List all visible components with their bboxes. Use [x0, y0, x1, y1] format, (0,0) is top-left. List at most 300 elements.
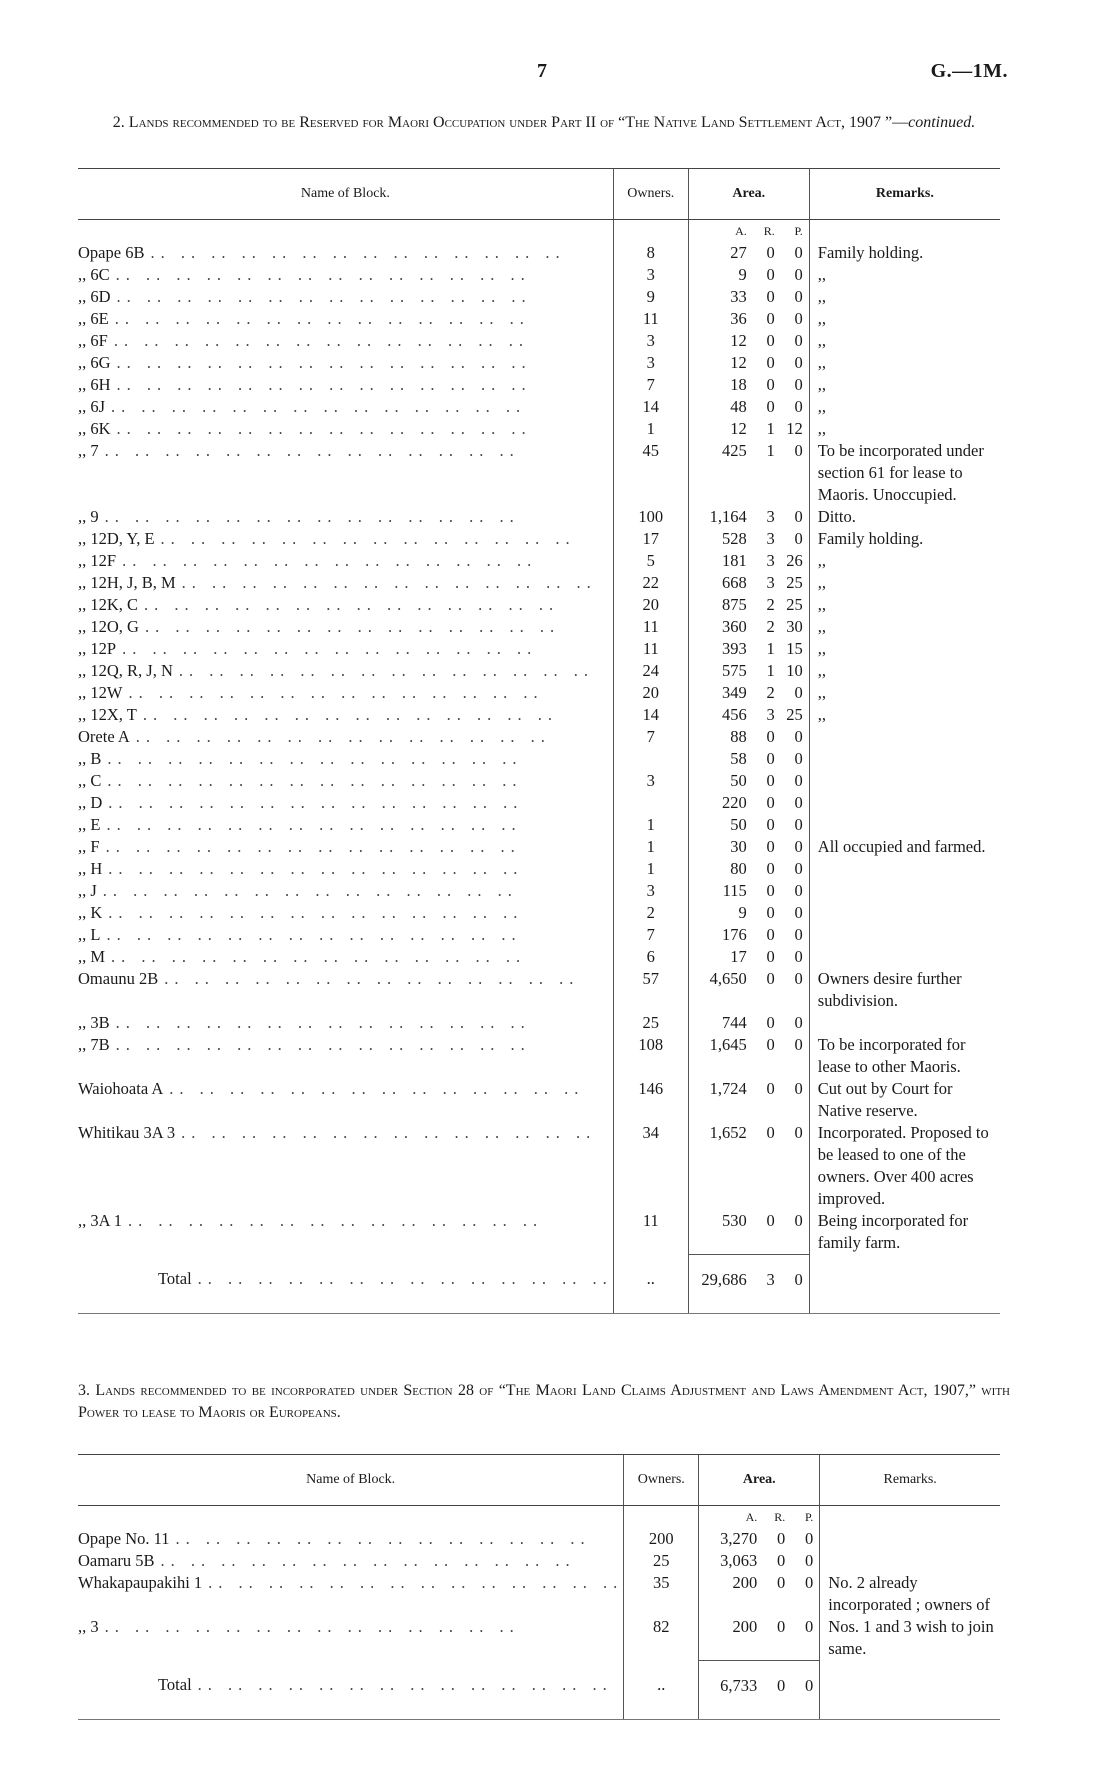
area-perches: 0 — [805, 1529, 814, 1548]
total-row — [78, 1254, 1000, 1291]
owners-count: 9 — [613, 286, 688, 308]
unit-perches: P. — [794, 224, 803, 238]
area-perches: 0 — [794, 683, 803, 702]
area-roods: 3 — [766, 573, 775, 592]
col-name-header: Name of Block. — [78, 169, 613, 220]
area-acres: 27 — [688, 242, 747, 264]
owners-count: 11 — [613, 308, 688, 330]
owners-count: 100 — [613, 506, 688, 528]
area-units-row — [78, 1506, 1000, 1529]
leader-dots — [109, 308, 613, 330]
remarks: Incorporated. Proposed to be leased to one of the owners. Over 400 acres improved. — [809, 1122, 1000, 1210]
area-roods: 3 — [766, 551, 775, 570]
section-2-title — [78, 112, 1010, 134]
area-perches: 0 — [794, 859, 803, 878]
remarks: Being incorporated for family farm. — [809, 1210, 1000, 1254]
area-acres: 50 — [688, 814, 747, 836]
block-name-cell — [78, 770, 613, 792]
block-name: ,, 6C — [78, 265, 110, 284]
area-perches: 0 — [794, 1211, 803, 1230]
col-area-header: Area. — [688, 169, 809, 220]
remarks: ,, — [809, 660, 1000, 682]
remarks: Owners desire further subdivision. — [809, 968, 1000, 1012]
leader-dots — [97, 880, 613, 902]
block-name-cell — [78, 968, 613, 1012]
remarks: Family holding. — [809, 528, 1000, 550]
remarks: ,, — [809, 396, 1000, 418]
leader-dots — [122, 682, 612, 704]
area-perches: 0 — [794, 331, 803, 350]
area-acres: 360 — [688, 616, 747, 638]
col-owners-header: Owners. — [624, 1455, 699, 1506]
block-name: ,, M — [78, 947, 106, 966]
area-perches: 0 — [794, 771, 803, 790]
page-header — [0, 56, 1114, 86]
area-roods: 0 — [766, 331, 775, 350]
block-name-cell — [78, 1572, 624, 1616]
leader-dots — [176, 572, 613, 594]
remarks: Ditto. — [809, 506, 1000, 528]
area-acres: 50 — [688, 770, 747, 792]
section-2-title-text: 2. Lands recommended to be Reserved for Maori Occupation under Part II of “The Native Land Settlement Act, 1907 ”— — [112, 114, 909, 131]
area-acres: 17 — [688, 946, 747, 968]
block-name-cell — [78, 418, 613, 440]
leader-dots — [110, 1012, 613, 1034]
area-roods: 0 — [777, 1616, 786, 1636]
owners-count: 1 — [613, 814, 688, 836]
block-name-cell — [78, 660, 613, 682]
block-name: Oamaru 5B — [78, 1551, 155, 1570]
area-roods: 0 — [766, 881, 775, 900]
leader-dots — [192, 1674, 624, 1696]
remarks — [809, 770, 1000, 792]
remarks — [809, 792, 1000, 814]
table-row — [78, 616, 1000, 638]
block-name: ,, 12Q, R, J, N — [78, 661, 173, 680]
remarks: To be incorporated for lease to other Maoris. — [809, 1034, 1000, 1078]
area-acres: 1,652 — [688, 1122, 747, 1210]
block-name: Waiohoata A — [78, 1079, 164, 1098]
owners-count: 6 — [613, 946, 688, 968]
owners-count — [613, 792, 688, 814]
area-roods: 0 — [766, 859, 775, 878]
unit-acres: A. — [688, 220, 747, 243]
area-acres: 1,724 — [688, 1078, 747, 1122]
table-row — [78, 726, 1000, 748]
remarks: ,, — [809, 572, 1000, 594]
area-acres: 48 — [688, 396, 747, 418]
area-perches: 0 — [794, 947, 803, 966]
unit-roods: R. — [763, 224, 775, 238]
area-acres: 200 — [699, 1572, 758, 1616]
block-name: ,, 3A 1 — [78, 1211, 123, 1230]
owners-count: 57 — [613, 968, 688, 1012]
table-row — [78, 286, 1000, 308]
owners-count: 14 — [613, 704, 688, 726]
table-row — [78, 550, 1000, 572]
block-name: ,, D — [78, 793, 103, 812]
block-name-cell — [78, 528, 613, 550]
block-name-cell — [78, 1550, 624, 1572]
block-name: ,, 6J — [78, 397, 106, 416]
table-row — [78, 594, 1000, 616]
owners-count — [613, 748, 688, 770]
remarks: Family holding. — [809, 242, 1000, 264]
leader-dots — [100, 924, 612, 946]
area-perches: 0 — [794, 441, 803, 460]
block-name: ,, 6H — [78, 375, 111, 394]
block-name: Opape 6B — [78, 243, 145, 262]
area-roods: 0 — [766, 903, 775, 922]
area-roods: 1 — [766, 661, 775, 680]
area-roods: 3 — [766, 705, 775, 724]
area-perches: 12 — [786, 419, 803, 438]
leader-dots — [101, 748, 612, 770]
total-perches: 0 — [785, 1660, 820, 1697]
area-roods: 0 — [766, 1079, 775, 1098]
total-row — [78, 1660, 1000, 1697]
area-acres: 12 — [688, 330, 747, 352]
owners-count: 5 — [613, 550, 688, 572]
block-name: ,, 3 — [78, 1616, 99, 1636]
area-roods: 0 — [766, 793, 775, 812]
remarks: ,, — [809, 286, 1000, 308]
owners-count: 45 — [613, 440, 688, 506]
area-roods: 2 — [766, 617, 775, 636]
area-perches: 0 — [794, 397, 803, 416]
leader-dots — [110, 264, 613, 286]
area-perches: 0 — [794, 793, 803, 812]
leader-dots — [158, 968, 613, 990]
table-row — [78, 440, 1000, 506]
leader-dots — [100, 836, 613, 858]
block-name-cell — [78, 1034, 613, 1078]
table-row — [78, 1550, 1000, 1572]
total-label: Total — [158, 1269, 192, 1288]
document-reference: G.—1M. — [930, 60, 1008, 82]
area-perches: 0 — [794, 1013, 803, 1032]
remarks: ,, — [809, 264, 1000, 286]
col-name-header: Name of Block. — [78, 1455, 624, 1506]
owners-count: 24 — [613, 660, 688, 682]
area-perches: 0 — [794, 243, 803, 262]
owners-count: 200 — [624, 1528, 699, 1550]
block-name: ,, 12X, T — [78, 705, 137, 724]
area-roods: 1 — [766, 441, 775, 460]
block-name-cell — [78, 1528, 624, 1550]
block-name-cell — [78, 594, 613, 616]
area-roods: 0 — [766, 1013, 775, 1032]
area-perches: 0 — [805, 1573, 814, 1592]
leader-dots — [111, 286, 613, 308]
block-name-cell — [78, 792, 613, 814]
owners-count: 8 — [613, 242, 688, 264]
leader-dots — [175, 1122, 613, 1144]
leader-dots — [105, 946, 613, 968]
block-name: ,, 12O, G — [78, 617, 139, 636]
remarks: ,, — [809, 330, 1000, 352]
remarks — [809, 902, 1000, 924]
table-row — [78, 946, 1000, 968]
table-row — [78, 418, 1000, 440]
remarks: All occupied and farmed. — [809, 836, 1000, 858]
area-acres: 9 — [688, 264, 747, 286]
block-name: ,, B — [78, 749, 102, 768]
remarks: ,, — [809, 308, 1000, 330]
block-name: ,, E — [78, 815, 101, 834]
leader-dots — [110, 1034, 613, 1056]
owners-count: 108 — [613, 1034, 688, 1078]
area-roods: 1 — [766, 639, 775, 658]
owners-count: 34 — [613, 1122, 688, 1210]
block-name: ,, 6G — [78, 353, 111, 372]
area-acres: 58 — [688, 748, 747, 770]
section-3-title-text: 3. Lands recommended to be incorporated under Section 28 of “The Maori Land Claims Adjustment and Laws Amendment Act, 1907,” with Power to lease to Maoris or Europeans. — [78, 1382, 1010, 1421]
table-row — [78, 660, 1000, 682]
owners-count: 17 — [613, 528, 688, 550]
area-roods: 0 — [766, 375, 775, 394]
block-name-cell — [78, 352, 613, 374]
owners-count: 3 — [613, 264, 688, 286]
leader-dots — [130, 726, 613, 748]
owners-count: 7 — [613, 924, 688, 946]
total-label: Total — [158, 1675, 192, 1694]
block-name: Opape No. 11 — [78, 1529, 170, 1548]
area-perches: 0 — [794, 969, 803, 988]
area-acres: 1,164 — [688, 506, 747, 528]
table-row — [78, 836, 1000, 858]
block-name: ,, 12H, J, B, M — [78, 573, 176, 592]
table-row — [78, 1528, 1000, 1550]
block-name: ,, 6F — [78, 331, 108, 350]
block-name: ,, 12P — [78, 639, 117, 658]
remarks: To be incorporated under section 61 for lease to Maoris. Unoccupied. — [809, 440, 1000, 506]
area-acres: 80 — [688, 858, 747, 880]
area-acres: 115 — [688, 880, 747, 902]
leader-dots — [192, 1268, 613, 1290]
table-row — [78, 770, 1000, 792]
area-roods: 1 — [766, 419, 775, 438]
leader-dots — [202, 1572, 623, 1594]
area-acres: 9 — [688, 902, 747, 924]
area-roods: 0 — [766, 287, 775, 306]
area-roods: 0 — [766, 397, 775, 416]
section-2-table — [78, 168, 1000, 1314]
block-name: ,, L — [78, 925, 101, 944]
area-roods: 2 — [766, 595, 775, 614]
block-name: ,, C — [78, 771, 102, 790]
block-name: ,, K — [78, 903, 103, 922]
area-perches: 10 — [786, 661, 803, 680]
block-name-cell — [78, 748, 613, 770]
table-row — [78, 572, 1000, 594]
remarks — [809, 814, 1000, 836]
leader-dots — [163, 1078, 613, 1100]
table-row — [78, 396, 1000, 418]
leader-dots — [155, 528, 613, 550]
area-roods: 3 — [766, 507, 775, 526]
col-area-header: Area. — [699, 1455, 820, 1506]
block-name-cell — [78, 880, 613, 902]
leader-dots — [155, 1550, 624, 1572]
area-acres: 393 — [688, 638, 747, 660]
unit-roods: R. — [774, 1510, 786, 1524]
table-row — [78, 638, 1000, 660]
remarks — [809, 924, 1000, 946]
area-acres: 425 — [688, 440, 747, 506]
remarks: No. 2 already incorporated ; owners of Nos. 1 and 3 wish to join same. — [820, 1572, 1000, 1660]
unit-acres: A. — [699, 1506, 758, 1529]
block-name-cell — [78, 572, 613, 594]
area-perches: 25 — [786, 705, 803, 724]
remarks: ,, — [809, 638, 1000, 660]
total-owners: .. — [613, 1254, 688, 1291]
remarks — [809, 946, 1000, 968]
block-name-cell — [78, 814, 613, 836]
block-name-cell — [78, 396, 613, 418]
table-row — [78, 352, 1000, 374]
area-perches: 25 — [786, 573, 803, 592]
area-perches: 0 — [805, 1616, 814, 1636]
area-perches: 0 — [794, 903, 803, 922]
area-roods: 2 — [766, 683, 775, 702]
table-row — [78, 528, 1000, 550]
table-row — [78, 858, 1000, 880]
area-acres: 349 — [688, 682, 747, 704]
remarks: ,, — [809, 550, 1000, 572]
remarks — [809, 858, 1000, 880]
area-acres: 744 — [688, 1012, 747, 1034]
block-name-cell — [78, 924, 613, 946]
area-roods: 0 — [777, 1551, 786, 1570]
area-roods: 0 — [777, 1529, 786, 1548]
block-name: ,, 6E — [78, 309, 109, 328]
area-roods: 0 — [766, 265, 775, 284]
total-roods: 0 — [757, 1660, 785, 1697]
remarks — [809, 880, 1000, 902]
leader-dots — [139, 616, 613, 638]
owners-count: 20 — [613, 594, 688, 616]
block-name: ,, 9 — [78, 507, 99, 526]
leader-dots — [111, 418, 613, 440]
table-row — [78, 330, 1000, 352]
area-roods: 0 — [766, 837, 775, 856]
area-acres: 875 — [688, 594, 747, 616]
remarks: ,, — [809, 704, 1000, 726]
owners-count: 1 — [613, 836, 688, 858]
area-perches: 0 — [794, 1035, 803, 1054]
block-name-cell — [78, 704, 613, 726]
section-3-table — [78, 1454, 1000, 1720]
block-name: ,, F — [78, 837, 100, 856]
owners-count: 11 — [613, 1210, 688, 1254]
area-acres: 12 — [688, 352, 747, 374]
block-name-cell — [78, 638, 613, 660]
block-name-cell — [78, 1616, 624, 1661]
area-acres: 575 — [688, 660, 747, 682]
area-perches: 26 — [786, 551, 803, 570]
block-name-cell — [78, 550, 613, 572]
table-row — [78, 1210, 1000, 1254]
area-acres: 200 — [699, 1616, 758, 1661]
total-acres: 6,733 — [699, 1660, 758, 1697]
leader-dots — [105, 396, 613, 418]
leader-dots — [102, 902, 613, 924]
block-name-cell — [78, 726, 613, 748]
block-name: ,, 12D, Y, E — [78, 529, 155, 548]
block-name-cell — [78, 286, 613, 308]
remarks: ,, — [809, 418, 1000, 440]
area-acres: 36 — [688, 308, 747, 330]
area-roods: 0 — [766, 353, 775, 372]
owners-count: 14 — [613, 396, 688, 418]
leader-dots — [108, 330, 613, 352]
remarks: Cut out by Court for Native reserve. — [809, 1078, 1000, 1122]
owners-count: 22 — [613, 572, 688, 594]
area-acres: 33 — [688, 286, 747, 308]
block-name: Orete A — [78, 727, 130, 746]
block-name: ,, 12K, C — [78, 595, 139, 614]
table-row — [78, 902, 1000, 924]
area-perches: 0 — [794, 749, 803, 768]
remarks: ,, — [809, 682, 1000, 704]
total-perches: 0 — [775, 1254, 810, 1291]
owners-count: 1 — [613, 858, 688, 880]
area-perches: 0 — [794, 265, 803, 284]
section-2-continued: continued. — [908, 114, 976, 131]
owners-count: 3 — [613, 330, 688, 352]
block-name-cell — [78, 506, 613, 528]
area-perches: 30 — [786, 617, 803, 636]
area-acres: 176 — [688, 924, 747, 946]
block-name: Whakapaupakihi 1 — [78, 1573, 203, 1592]
area-roods: 0 — [766, 969, 775, 988]
area-roods: 0 — [777, 1573, 786, 1592]
block-name-cell — [78, 1012, 613, 1034]
block-name: Omaunu 2B — [78, 969, 159, 988]
area-roods: 0 — [766, 771, 775, 790]
table-row — [78, 308, 1000, 330]
owners-count: 11 — [613, 616, 688, 638]
block-name: ,, 6D — [78, 287, 111, 306]
leader-dots — [99, 1616, 624, 1638]
area-perches: 0 — [794, 1079, 803, 1098]
table-row — [78, 748, 1000, 770]
block-name-cell — [78, 1210, 613, 1254]
owners-count: 3 — [613, 880, 688, 902]
table-row — [78, 814, 1000, 836]
area-roods: 0 — [766, 309, 775, 328]
section-3-title — [78, 1380, 1010, 1424]
block-name-cell — [78, 264, 613, 286]
area-roods: 0 — [766, 749, 775, 768]
leader-dots — [102, 858, 613, 880]
block-name-cell — [78, 308, 613, 330]
remarks — [809, 726, 1000, 748]
area-perches: 0 — [794, 287, 803, 306]
area-acres: 3,270 — [699, 1528, 758, 1550]
area-roods: 0 — [766, 1211, 775, 1230]
total-roods: 3 — [747, 1254, 775, 1291]
remarks — [809, 1012, 1000, 1034]
leader-dots — [144, 242, 612, 264]
leader-dots — [100, 814, 612, 836]
table-row — [78, 924, 1000, 946]
area-perches: 0 — [794, 309, 803, 328]
block-name: ,, 7 — [78, 441, 99, 460]
area-acres: 530 — [688, 1210, 747, 1254]
owners-count: 7 — [613, 374, 688, 396]
